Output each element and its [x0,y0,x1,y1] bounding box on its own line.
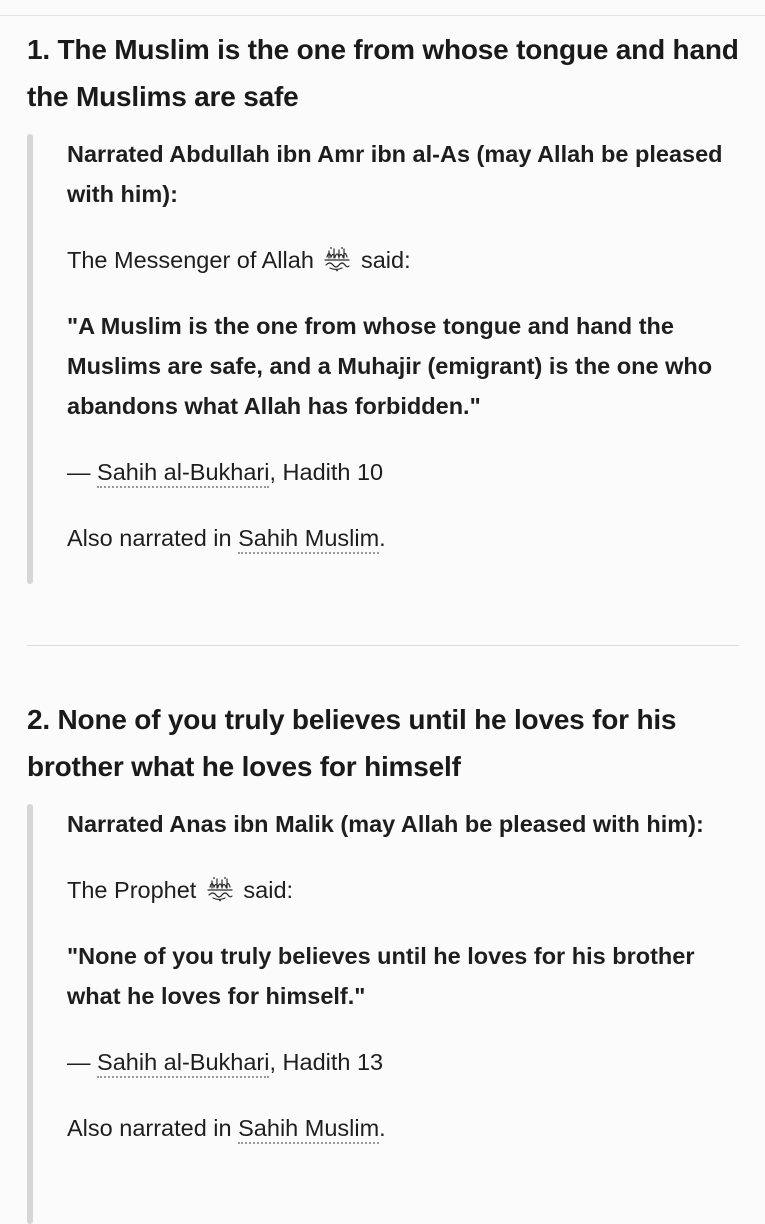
blockquote-bar [27,134,33,584]
intro-said: said: [360,247,411,273]
also-narrated-period: . [379,1115,386,1141]
salawat-ligature-icon [205,876,235,902]
also-narrated-text: Also narrated in [67,525,239,551]
also-narrated-text: Also narrated in [67,1115,239,1141]
intro-line [67,240,739,280]
top-divider [0,15,765,16]
sahih-bukhari-link[interactable]: Sahih al-Bukhari [97,459,269,488]
also-narrated-period: . [379,525,386,551]
intro-line [67,870,739,910]
hadith-blockquote [27,134,739,558]
source-dash: — [67,1049,98,1075]
also-narrated-line [67,1108,739,1148]
narrator-line: Narrated Abdullah ibn Amr ibn al-As (may Allah be pleased with him): [67,141,723,207]
hadith-section-1 [27,26,739,558]
source-dash: — [67,459,98,485]
source-hadith-number: , Hadith 13 [269,1049,384,1075]
source-line [67,1042,739,1082]
hadith-text: "None of you truly believes until he loves for his brother what he loves for himself." [67,943,695,1009]
blockquote-bar [27,804,33,1224]
hadith-blockquote [27,804,739,1148]
section-divider [27,645,739,646]
section-heading: 1. The Muslim is the one from whose tongue and hand the Muslims are safe [27,34,739,112]
section-heading: 2. None of you truly believes until he loves for his brother what he loves for himself [27,704,677,782]
intro-text: The Messenger of Allah [67,247,314,273]
narrator-line: Narrated Anas ibn Malik (may Allah be pleased with him): [67,811,704,837]
intro-said: said: [243,877,294,903]
intro-text: The Prophet [67,877,197,903]
sahih-muslim-link[interactable]: Sahih Muslim [238,1115,379,1144]
salawat-ligature-icon [322,246,352,272]
hadith-section-2 [27,696,739,1148]
source-hadith-number: , Hadith 10 [269,459,384,485]
hadith-text: "A Muslim is the one from whose tongue and hand the Muslims are safe, and a Muhajir (emigrant) is the one who abandons what Allah has forbidden." [67,313,713,419]
source-line [67,452,739,492]
sahih-muslim-link[interactable]: Sahih Muslim [238,525,379,554]
also-narrated-line [67,518,739,558]
sahih-bukhari-link[interactable]: Sahih al-Bukhari [97,1049,269,1078]
